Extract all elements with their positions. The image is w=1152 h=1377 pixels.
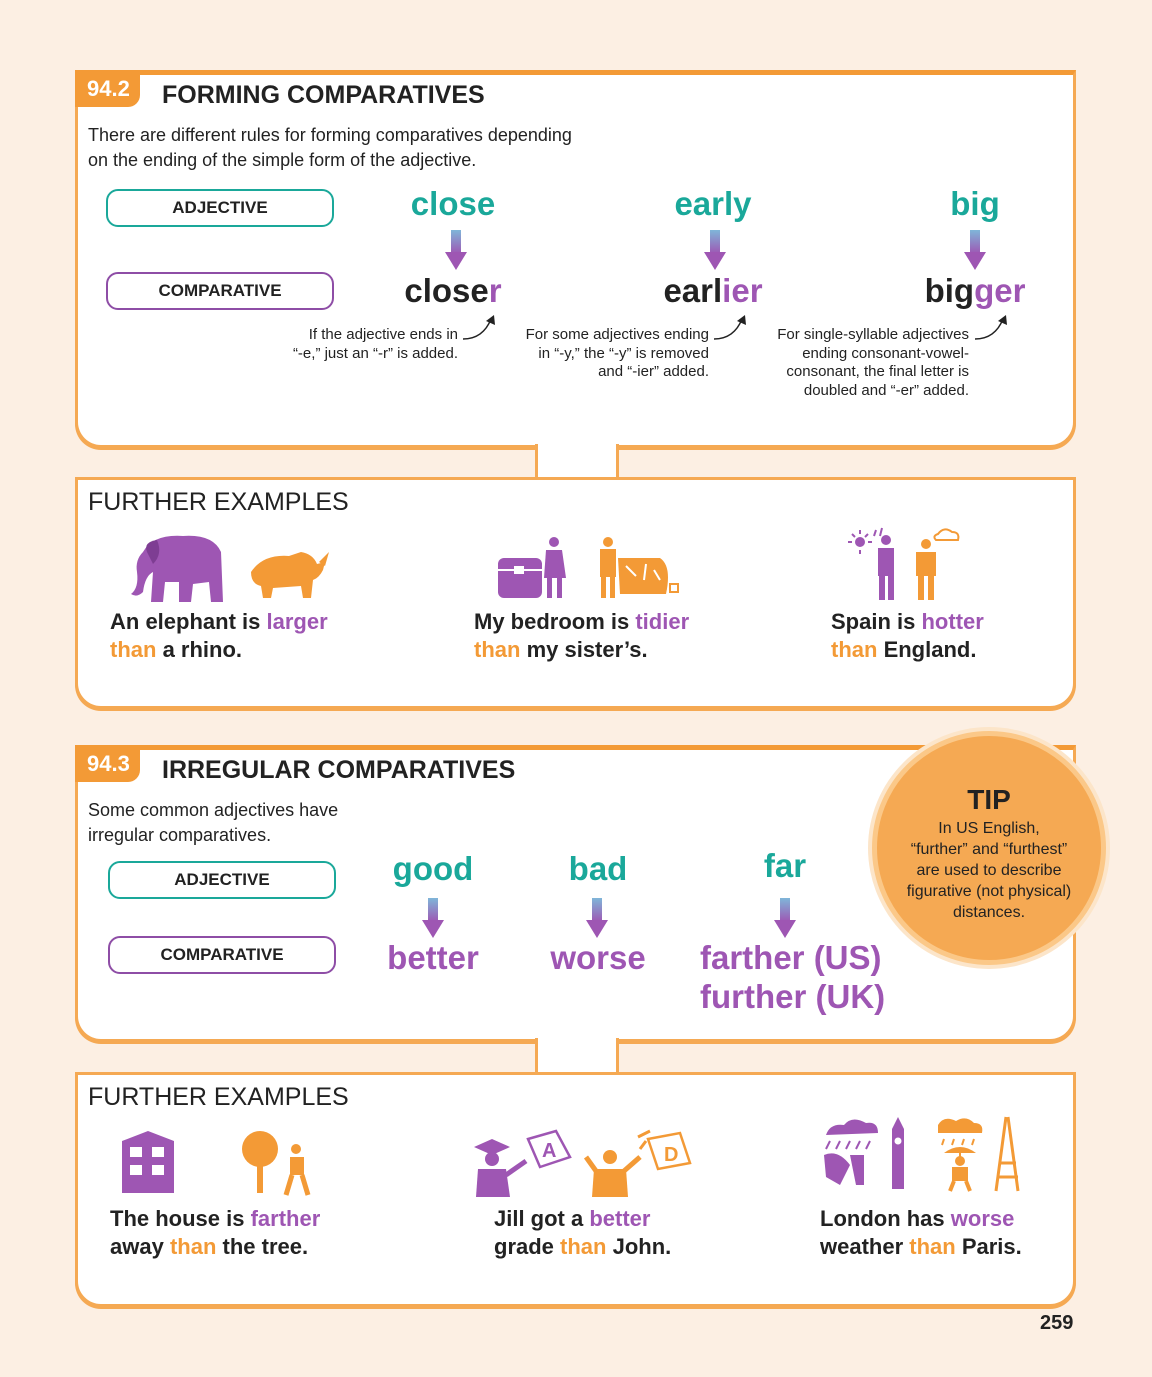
- tip-body: [877, 818, 1101, 923]
- page-number: 259: [1040, 1312, 1074, 1334]
- comparative-word: better: [387, 939, 479, 976]
- than-highlight: than: [831, 637, 878, 662]
- comparative-word: [638, 272, 788, 310]
- note-line: doubled and “-er” added.: [803, 381, 969, 399]
- than-highlight: than: [169, 1234, 217, 1259]
- example-sentence: [110, 608, 328, 664]
- adjective-word: bad: [568, 850, 628, 887]
- down-arrow-icon: [774, 898, 796, 938]
- than-highlight: than: [474, 637, 521, 662]
- note-line: ending consonant-vowel-: [802, 344, 969, 362]
- comparative-highlight: better: [589, 1206, 651, 1231]
- sentence-part: a rhino.: [156, 637, 243, 662]
- example-sentence: [820, 1205, 1022, 1261]
- house-and-tree-icon: [118, 1131, 314, 1201]
- svg-text:A: A: [542, 1140, 557, 1162]
- down-arrow-icon: [422, 898, 444, 938]
- down-arrow-icon: [445, 230, 467, 270]
- further-examples-title: FURTHER EXAMPLES: [88, 488, 349, 516]
- adjective-word: early: [674, 185, 752, 222]
- example-sentence: [831, 608, 984, 664]
- further-examples-panel: [75, 477, 1076, 709]
- intro-line: irregular comparatives.: [88, 825, 272, 845]
- note-line: in “-y,” the “-y” is removed: [538, 344, 709, 362]
- note-line: “-e,” just an “-r” is added.: [292, 344, 458, 362]
- comparative-highlight: larger: [266, 609, 328, 634]
- tip-badge: [872, 731, 1106, 965]
- tip-line: In US English,: [938, 820, 1040, 837]
- than-highlight: than: [560, 1234, 607, 1259]
- rule-note: [508, 326, 709, 382]
- adjective-word: far: [763, 847, 807, 884]
- note-line: consonant, the final letter is: [786, 363, 969, 380]
- example-sentence: [494, 1205, 671, 1261]
- down-arrow-icon: [964, 230, 986, 270]
- tip-line: are used to describe: [916, 862, 1062, 879]
- intro-line: Some common adjectives have: [88, 800, 339, 820]
- sentence-part: weather: [820, 1234, 910, 1259]
- rule-note: [268, 326, 458, 363]
- sentence-part: Jill got a: [494, 1206, 590, 1231]
- sentence-part: London has: [820, 1206, 951, 1231]
- comparative-word: [378, 272, 528, 310]
- sentence-part: Paris.: [955, 1234, 1022, 1259]
- panel-connector: [535, 1038, 619, 1076]
- comparative-highlight: hotter: [921, 609, 984, 634]
- down-arrow-icon: [586, 898, 608, 938]
- comparative-highlight: farther: [250, 1206, 321, 1231]
- than-highlight: than: [110, 637, 157, 662]
- comparative-label: COMPARATIVE: [106, 272, 334, 310]
- rule-note: [758, 326, 969, 400]
- comparative-word: [900, 272, 1050, 310]
- section-number: 94.3: [75, 745, 140, 782]
- comparative-base: earl: [663, 272, 723, 309]
- section-title: IRREGULAR COMPARATIVES: [162, 756, 516, 784]
- note-line: For single-syllable adjectives: [777, 326, 969, 343]
- comparative-ending: r: [488, 272, 502, 309]
- london-paris-weather-icon: [820, 1115, 1032, 1193]
- tip-line: distances.: [952, 904, 1026, 921]
- sentence-part: the tree.: [216, 1234, 309, 1259]
- sentence-part: away: [110, 1234, 170, 1259]
- note-line: If the adjective ends in: [308, 326, 458, 343]
- adjective-label: ADJECTIVE: [106, 189, 334, 227]
- adjective-word: close: [410, 185, 496, 222]
- comparative-highlight: tidier: [635, 609, 690, 634]
- adjective-label: ADJECTIVE: [108, 861, 336, 899]
- curved-arrow-icon: [461, 313, 501, 345]
- intro-line: on the ending of the simple form of the adjective.: [88, 150, 477, 170]
- than-highlight: than: [909, 1234, 956, 1259]
- comparative-word: farther (US): [700, 939, 882, 976]
- curved-arrow-icon: [712, 313, 752, 345]
- comparative-ending: ger: [974, 272, 1026, 309]
- sentence-part: The house is: [110, 1206, 251, 1231]
- sentence-part: England.: [877, 637, 977, 662]
- note-line: For some adjectives ending: [525, 326, 709, 343]
- sentence-part: my sister’s.: [520, 637, 648, 662]
- sentence-part: grade: [494, 1234, 561, 1259]
- svg-text:D: D: [664, 1144, 679, 1166]
- intro-line: There are different rules for forming comparatives depending: [88, 125, 572, 145]
- hot-and-rainy-people-icon: [848, 524, 964, 602]
- comparative-label: COMPARATIVE: [108, 936, 336, 974]
- example-sentence: [474, 608, 689, 664]
- further-examples-title: FURTHER EXAMPLES: [88, 1083, 349, 1111]
- comparative-word: further (UK): [700, 978, 886, 1015]
- curved-arrow-icon: [973, 313, 1013, 345]
- further-examples-panel: [75, 1072, 1076, 1307]
- adjective-word: big: [950, 185, 1000, 222]
- comparative-base: close: [404, 272, 489, 309]
- note-line: and “-ier” added.: [598, 363, 709, 380]
- tidy-bedroom-icon: [496, 536, 686, 602]
- down-arrow-icon: [704, 230, 726, 270]
- section-number: 94.2: [75, 70, 140, 107]
- sentence-part: An elephant is: [110, 609, 267, 634]
- elephant-rhino-icon: [123, 532, 333, 604]
- adjective-word: good: [392, 850, 474, 887]
- section-intro: [88, 798, 338, 848]
- example-sentence: [110, 1205, 320, 1261]
- comparative-ending: ier: [722, 272, 763, 309]
- tip-title: TIP: [967, 784, 1011, 815]
- tip-line: figurative (not physical): [906, 883, 1072, 900]
- sentence-part: Spain is: [831, 609, 922, 634]
- section-title: FORMING COMPARATIVES: [162, 81, 485, 109]
- section-intro: [88, 123, 572, 173]
- tip-line: “further” and “furthest”: [910, 841, 1068, 858]
- forming-comparatives-panel: [75, 70, 1076, 448]
- graded-papers-icon: [470, 1127, 696, 1201]
- sentence-part: John.: [606, 1234, 672, 1259]
- comparative-base: big: [924, 272, 975, 309]
- comparative-word: worse: [550, 939, 646, 976]
- sentence-part: My bedroom is: [474, 609, 636, 634]
- comparative-highlight: worse: [950, 1206, 1015, 1231]
